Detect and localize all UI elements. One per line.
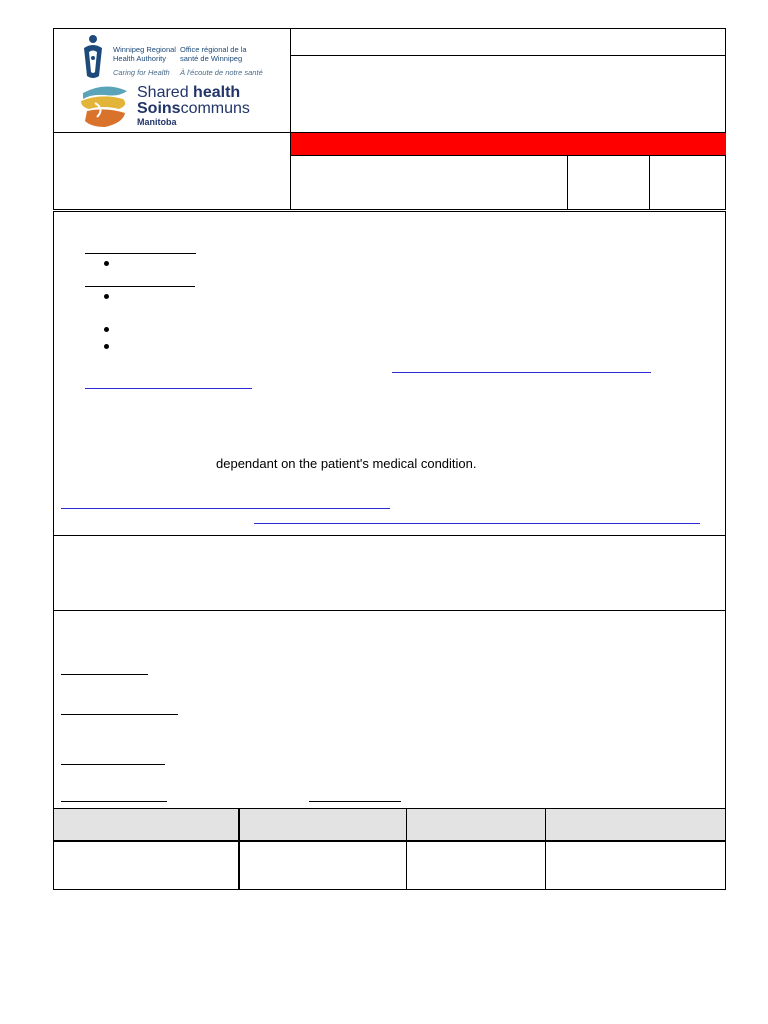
wrha-name-en-1: Winnipeg Regional (113, 45, 176, 54)
shared-health-word-health: health (193, 84, 241, 101)
shared-health-line3: Manitoba (137, 117, 177, 127)
wrha-tagline-fr: À l'écoute de notre santé (180, 68, 263, 77)
content-frame (53, 211, 726, 536)
section-heading-underline-1 (85, 253, 196, 254)
details-label-underline-4 (61, 801, 167, 802)
shared-health-emblem-icon (79, 83, 131, 129)
bullet-3 (104, 327, 109, 332)
signoff-table-header (54, 809, 725, 840)
shared-health-word-soins: Soins (137, 100, 181, 117)
signoff-header-rule (53, 840, 726, 842)
header-cell-divider-2 (649, 156, 650, 210)
signoff-col-divider-3 (545, 808, 546, 890)
wrha-name-en-2: Health Authority (113, 54, 166, 63)
header-cell-divider-1 (567, 156, 568, 210)
signoff-col-divider-1 (238, 808, 240, 890)
bullet-1 (104, 261, 109, 266)
details-label-underline-5 (309, 801, 401, 802)
hyperlink-1b[interactable] (85, 388, 252, 389)
wrha-tagline-en: Caring for Health (113, 68, 170, 77)
shared-health-word-communs: communs (180, 100, 250, 117)
details-label-underline-2 (61, 714, 178, 715)
notes-frame (53, 535, 726, 611)
signoff-col-divider-2 (406, 808, 407, 890)
hyperlink-2[interactable] (61, 508, 390, 509)
details-frame (53, 610, 726, 809)
shared-health-word-shared: Shared (137, 84, 189, 101)
header-red-banner (291, 132, 726, 156)
details-label-underline-1 (61, 674, 148, 675)
wrha-figure-icon (80, 34, 106, 80)
wrha-name-fr-2: santé de Winnipeg (180, 54, 243, 63)
hyperlink-1a[interactable] (392, 372, 651, 373)
section-heading-underline-2 (85, 286, 195, 287)
header-divider-logo (53, 132, 290, 133)
details-label-underline-3 (61, 764, 165, 765)
body-sentence: dependant on the patient's medical condition. (216, 456, 477, 471)
wrha-name-fr-1: Office régional de la (180, 45, 247, 54)
shared-health-line2 (137, 100, 250, 118)
bullet-4 (104, 344, 109, 349)
header-divider-title (290, 55, 726, 56)
bullet-2 (104, 294, 109, 299)
hyperlink-3[interactable] (254, 523, 700, 524)
